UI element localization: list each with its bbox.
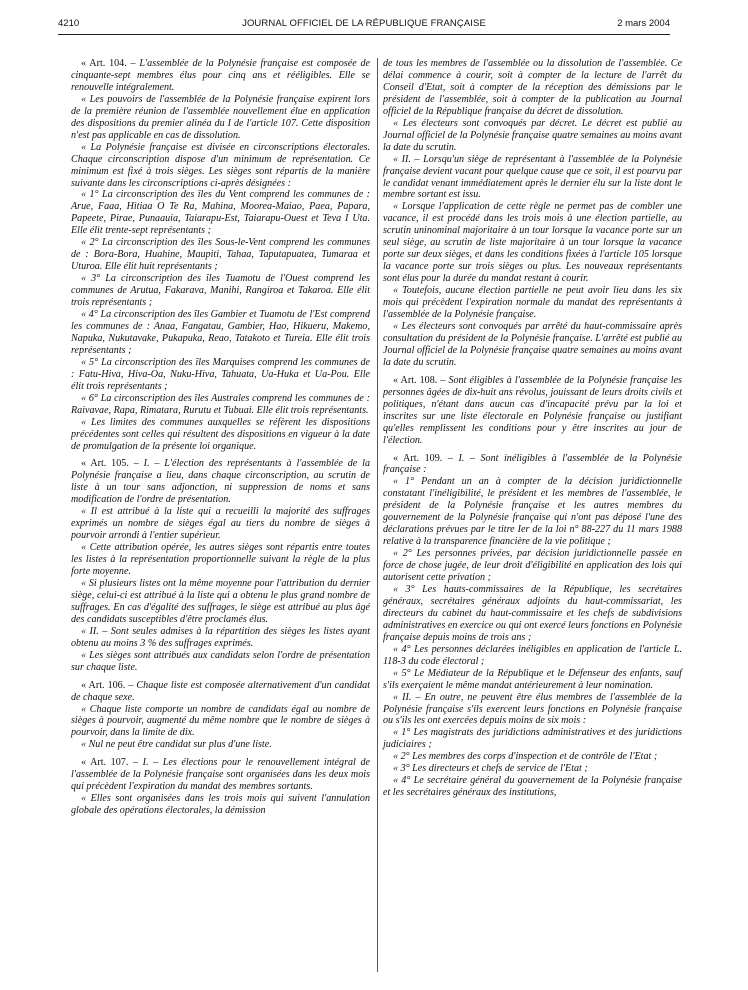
paragraph-text: « Cette attribution opérée, les autres sièges sont répartis entre toutes les listes à la représentation proportionnelle suivant la règle de la plus forte moyenne. [71,542,370,578]
paragraph [383,751,682,763]
paragraph [383,118,682,154]
paragraph-text: « 4° Les personnes déclarées inéligibles en application de l'article L. 118-3 du code électoral ; [383,643,682,667]
paragraph [383,763,682,775]
paragraph-text: « II. – En outre, ne peuvent être élus membres de l'assemblée de la Polynésie française s'ils exercent leurs fonctions en Polynésie française ou s'ils les ont exercées depuis moins de six mois : [383,691,682,727]
paragraph [383,375,682,447]
paragraph-text: « Elles sont organisées dans les trois mois qui suivent l'annulation globale des opérations électorales, la démission [71,793,370,817]
article-number: « Art. 108. [393,374,438,386]
paragraph [383,548,682,584]
paragraph-text: « 1° La circonscription des îles du Vent comprend les communes de : Arue, Faaa, Hitiaa O Te Ra, Mahina, Moorea-Maiao, Paea, Papara, Papeete, Pirae, Punaauia, Taiarapu-Est, Taiarapu-Ouest et Teva I Uta. Elle élit trente-sept représentants ; [71,189,370,237]
paragraph [71,237,370,273]
paragraph [71,58,370,94]
paragraph [71,458,370,506]
paragraph-text: « 2° La circonscription des îles Sous-le-Vent comprend les communes de : Bora-Bora, Huahine, Maupiti, Tahaa, Taputapuatea, Tumaraa et Uturoa. Elle élit huit représentants ; [71,237,370,273]
paragraph [71,626,370,650]
article-number: « Art. 104. [81,58,127,69]
publication-date: 2 mars 2004 [617,18,670,29]
paragraph [71,650,370,674]
paragraph-text: « 1° Pendant un an à compter de la décision juridictionnelle constatant l'inéligibilité, le président et les membres de l'assemblée, le président de la Polynésie française et les autres membres du gouvernement de la Polynésie française qui n'ont pas déposé l'une des déclarations prévues par le titre Ier de la loi n° 88-227 du 11 mars 1988 relative à la transparence financière de la vie politique ; [383,476,682,548]
paragraph-text: « Chaque liste comporte un nombre de candidats égal au nombre de sièges à pourvoir, augmenté du même nombre que le nombre de sièges à pourvoir, dans la limite de dix. [71,703,370,739]
paragraph [383,154,682,202]
paragraph [383,668,682,692]
paragraph [383,321,682,369]
paragraph [71,542,370,578]
paragraph [383,775,682,799]
paragraph-text: « Les électeurs sont convoqués par arrêté du haut-commissaire après consultation du président de la Polynésie française. L'arrêté est publié au Journal officiel de la Polynésie française quatre semaines au moins avant la date du scrutin. [383,320,682,368]
paragraph [383,453,682,477]
paragraph [71,680,370,704]
paragraph-text: « 5° Le Médiateur de la République et le Défenseur des enfants, sauf s'ils exerçaient le même mandat antérieurement à leur nomination. [383,667,682,691]
paragraph [383,584,682,644]
paragraph-text: – I. – Les élections pour le renouvellement intégral de l'assemblée de la Polynésie française sont organisées dans les deux mois qui précèdent l'expiration du mandat des membres sortants. [71,757,371,793]
paragraph [383,644,682,668]
paragraph-text: « 3° Les directeurs et chefs de service de l'Etat ; [393,763,588,775]
paragraph [71,273,370,309]
article-number: « Art. 105. [81,458,129,470]
paragraph-text: « Il est attribué à la liste qui a recueilli la majorité des suffrages exprimés un nombre de sièges égal au tiers du nombre de sièges à pourvoir arrondi à l'entier supérieur. [71,506,370,542]
paragraph-text: – I. – Sont inéligibles à l'assemblée de la Polynésie française : [383,452,682,476]
paragraph-text: de tous les membres de l'assemblée ou la dissolution de l'assemblée. Ce délai commence à courir, soit à compter de la lecture de l'arrêt du Conseil d'Etat, soit à compter de la réception des démissions par le président de l'assemblée, soit à compter de la publication au Journal officiel de la République française du décret de dissolution. [383,58,682,117]
paragraph-text: « II. – Sont seules admises à la répartition des sièges les listes ayant obtenu au moins 3 % des suffrages exprimés. [71,625,370,649]
paragraph-text: « Nul ne peut être candidat sur plus d'une liste. [81,739,272,751]
paragraph-text: « 1° Les magistrats des juridictions administratives et des juridictions judiciaires ; [383,727,682,751]
paragraph [71,739,370,751]
paragraph-text: « 3° La circonscription des îles Tuamotu de l'Ouest comprend les communes de Arutua, Fakarava, Manihi, Rangiroa et Takaroa. Elle élit trois représentants ; [71,273,370,309]
paragraph-text: « Les limites des communes auxquelles se réfèrent les dispositions précédentes sont celles qui résultent des dispositions en vigueur à la date de promulgation de la présente loi organique. [71,416,370,452]
article-number: « Art. 109. [393,452,443,464]
paragraph [71,94,370,142]
paragraph [71,189,370,237]
paragraph-text: – Chaque liste est composée alternativement d'un candidat de chaque sexe. [71,679,371,703]
paragraph-text: – Sont éligibles à l'assemblée de la Polynésie française les personnes âgées de dix-huit ans révolus, jouissant de leurs droits civils et politiques, n'étant dans aucun cas d'incapacité prévu par la loi et inscrites sur une liste électorale en Polynésie française ou justifiant qu'elles remplissent les conditions pour y être inscrites au jour de l'élection. [383,374,682,446]
paragraph-text: « 2° Les membres des corps d'inspection et de contrôle de l'Etat ; [393,751,658,763]
paragraph [71,578,370,626]
journal-title: JOURNAL OFFICIEL DE LA RÉPUBLIQUE FRANÇAISE [242,18,486,29]
paragraph [71,506,370,542]
paragraph [383,58,682,118]
paragraph [383,476,682,548]
paragraph [383,727,682,751]
paragraph [71,357,370,393]
paragraph-text: – I. – L'élection des représentants à l'assemblée de la Polynésie française a lieu, dans chaque circonscription, au scrutin de liste à un tour sans adjonction, ni suppression de noms et sans modification de l'ordre de présentation. [71,458,370,506]
paragraph-text: « 4° Le secrétaire général du gouvernement de la Polynésie française et les secrétaires généraux des institutions, [383,775,682,799]
page-number: 4210 [58,18,80,29]
paragraph [71,793,370,817]
article-number: « Art. 107. [81,757,129,769]
paragraph-text: – L'assemblée de la Polynésie française est composée de cinquante-sept membres élus pour cinq ans et rééligibles. Elle se renouvelle intégralement. [71,58,371,93]
page-header [58,18,670,34]
right-column [383,58,682,799]
paragraph-text: « Les sièges sont attribués aux candidats selon l'ordre de présentation sur chaque liste. [71,649,370,673]
paragraph [383,201,682,285]
paragraph-text: « Lorsque l'application de cette règle ne permet pas de combler une vacance, il est procédé dans les trois mois à une élection partielle, au scrutin uninominal majoritaire à un tour lorsque la vacance porte sur un seul siège, au scrutin de liste majoritaire à un tour lorsque la vacance porte sur deux sièges, et dans les conditions fixées à l'article 105 lorsque la vacance porte sur trois sièges ou plus. Les nouveaux représentants sont élus pour la durée du mandat restant à courir. [383,201,682,285]
paragraph-text: « 4° La circonscription des îles Gambier et Tuamotu de l'Est comprend les communes de : Anaa, Fangatau, Gambier, Hao, Hikueru, Makemo, Napuka, Nukutavake, Pukapuka, Reao, Tatakoto et Tureia. Elle élit trois représentants ; [71,309,370,356]
paragraph-text: « II. – Lorsqu'un siège de représentant à l'assemblée de la Polynésie française devient vacant pour quelque cause que ce soit, il est pourvu par le candidat venant immédiatement après le dernier élu sur la liste dont le membre sortant est issu. [383,153,682,201]
paragraph-text: « Les électeurs sont convoqués par décret. Le décret est publié au Journal officiel de la Polynésie française quatre semaines au moins avant la date du scrutin. [383,117,682,153]
paragraph-text: « 5° La circonscription des îles Marquises comprend les communes de : Fatu-Hiva, Hiva-Oa, Nuku-Hiva, Tahuata, Ua-Huka et Ua-Pou. Elle élit trois représentants ; [71,356,370,392]
paragraph-text: « Toutefois, aucune élection partielle ne peut avoir lieu dans les six mois qui précèdent l'expiration normale du mandat des représentants à l'assemblée de la Polynésie française. [383,285,682,321]
paragraph-text: « 6° La circonscription des îles Australes comprend les communes de : Raivavae, Rapa, Rimatara, Rurutu et Tubuai. Elle élit trois représentants. [71,392,370,416]
paragraph [71,309,370,357]
paragraph-text: « La Polynésie française est divisée en circonscriptions électorales. Chaque circonscription dispose d'un minimum de représentation. Ce minimum est fixé à trois sièges. Les sièges sont répartis de la manière suivante dans les circonscriptions ci-après désignées : [71,141,370,189]
paragraph-text: « Les pouvoirs de l'assemblée de la Polynésie française expirent lors de la première réunion de l'assemblée nouvellement élue en application des dispositions du premier alinéa du I de l'article 107. Cette disposition n'est pas applicable en cas de dissolution. [71,93,370,141]
paragraph [71,417,370,453]
column-divider [377,58,378,972]
header-rule [58,34,670,35]
paragraph [71,704,370,740]
paragraph [71,142,370,190]
paragraph-text: « Si plusieurs listes ont la même moyenne pour l'attribution du dernier siège, celui-ci est attribué à la liste qui a obtenu le plus grand nombre de suffrages. En cas d'égalité des suffrages, le siège est attribué au plus âgé des candidats susceptibles d'être proclamés élus. [71,577,370,625]
paragraph-text: « 2° Les personnes privées, par décision juridictionnelle passée en force de chose jugée, de leur droit d'éligibilité en application des lois qui autorisent cette privation ; [383,548,682,584]
paragraph [383,692,682,728]
paragraph [71,757,370,793]
paragraph-text: « 3° Les hauts-commissaires de la République, les secrétaires généraux, secrétaires généraux adjoints du haut-commissariat, les directeurs du cabinet du haut-commissaire et les chefs de subdivisions administratives en exercice ou qui ont exercé leurs fonctions en Polynésie française depuis moins de trois ans ; [383,583,682,643]
article-number: « Art. 106. [81,679,126,691]
paragraph [383,285,682,321]
paragraph [71,393,370,417]
left-column [71,58,370,817]
